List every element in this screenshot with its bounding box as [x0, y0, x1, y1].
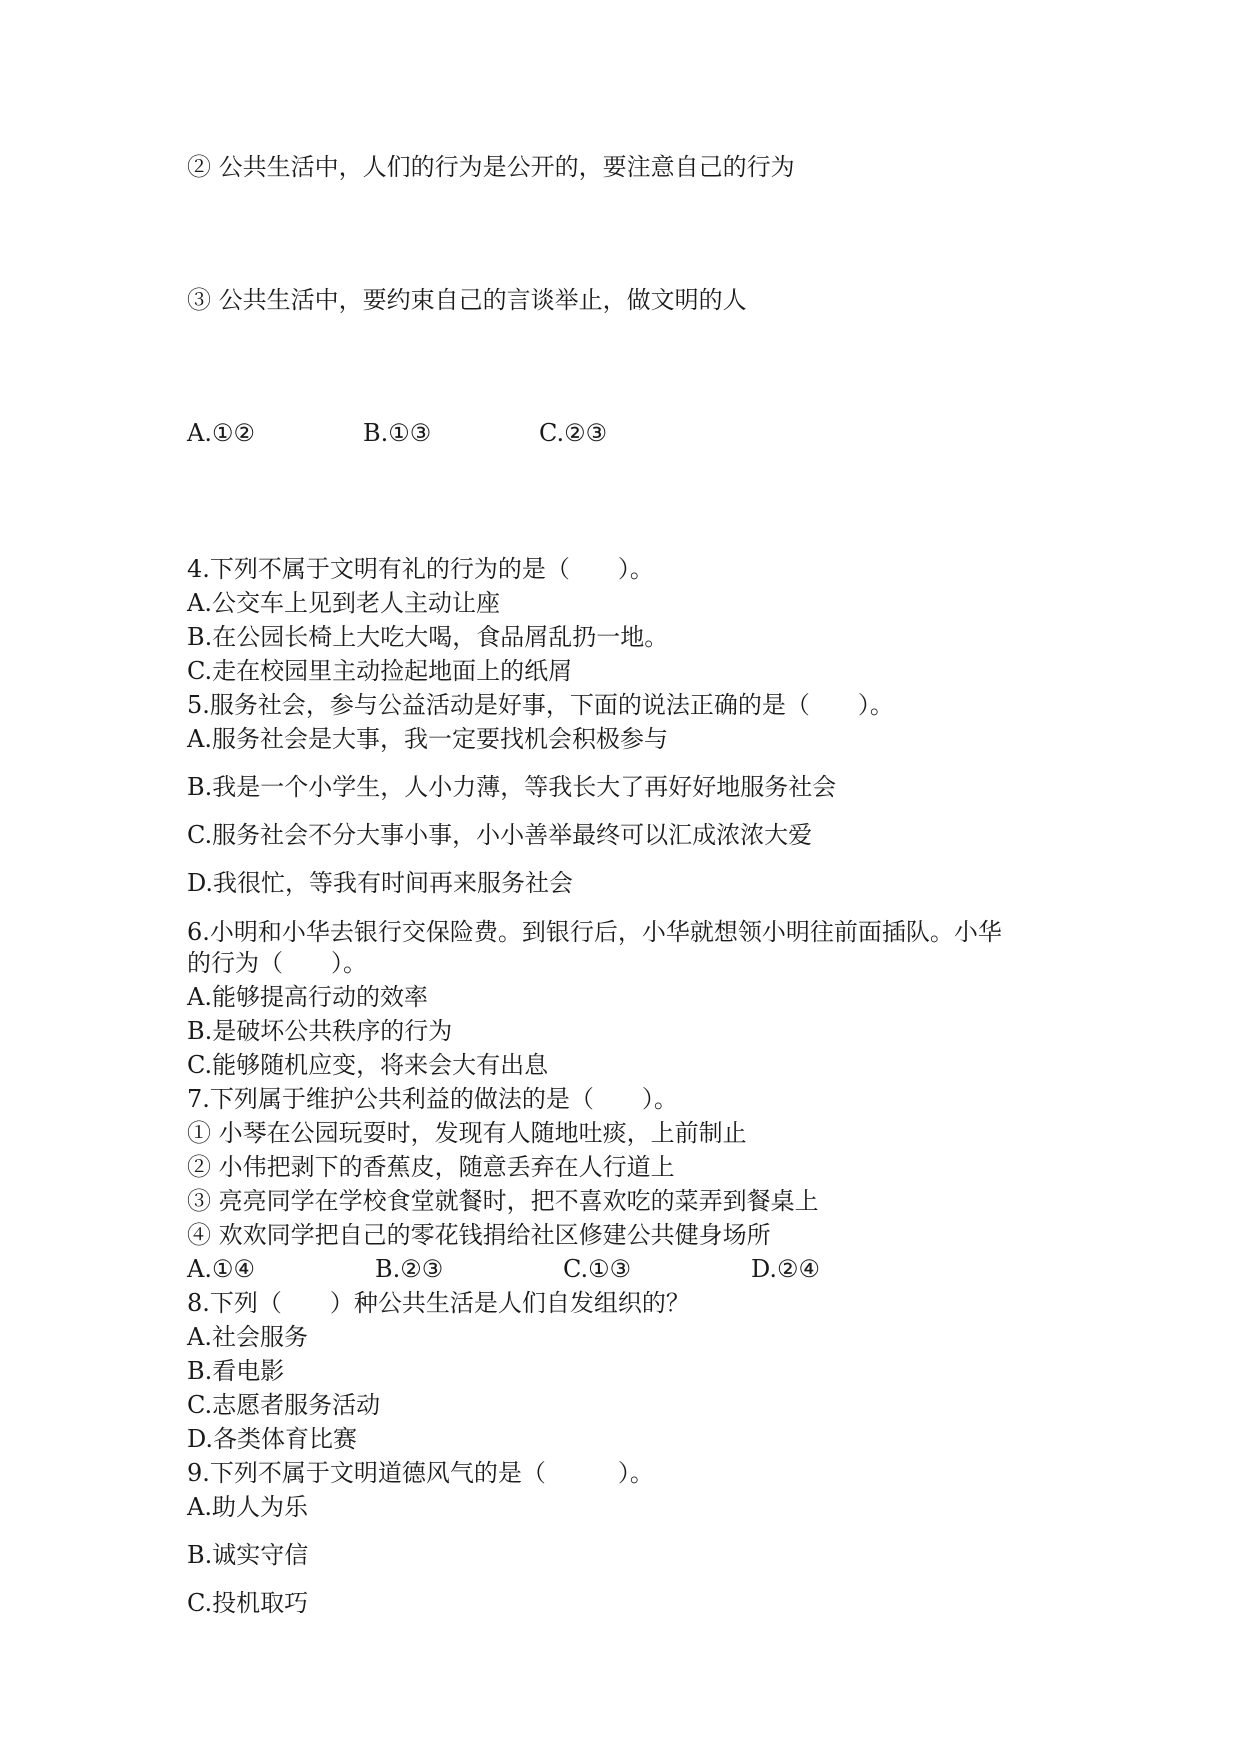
q7-statement-4: ④ 欢欢同学把自己的零花钱捐给社区修建公共健身场所 [187, 1221, 771, 1249]
q9-option-b: B.诚实守信 [187, 1541, 309, 1569]
q9-stem: 9.下列不属于文明道德风气的是（ ）。 [187, 1459, 654, 1487]
q9-option-c: C.投机取巧 [187, 1589, 309, 1617]
q6-option-c: C.能够随机应变，将来会大有出息 [187, 1051, 549, 1079]
q7-option-d: D.②④ [751, 1255, 821, 1283]
q7-option-c: C.①③ [563, 1255, 632, 1283]
q5-option-d: D.我很忙，等我有时间再来服务社会 [187, 869, 574, 897]
q6-stem-line-2: 的行为（ ）。 [187, 949, 367, 977]
q8-option-a: A.社会服务 [187, 1323, 308, 1351]
q8-option-b: B.看电影 [187, 1357, 285, 1385]
q3-option-c: C.②③ [539, 419, 608, 447]
q4-option-a: A.公交车上见到老人主动让座 [187, 589, 500, 617]
q7-statement-3: ③ 亮亮同学在学校食堂就餐时，把不喜欢吃的菜弄到餐桌上 [187, 1187, 819, 1215]
q7-stem: 7.下列属于维护公共利益的做法的是（ ）。 [187, 1085, 678, 1113]
q3-option-b: B.①③ [363, 419, 432, 447]
q7-statement-1: ① 小琴在公园玩耍时，发现有人随地吐痰，上前制止 [187, 1119, 747, 1147]
q7-statement-2: ② 小伟把剥下的香蕉皮，随意丢弃在人行道上 [187, 1153, 675, 1181]
q4-stem: 4.下列不属于文明有礼的行为的是（ ）。 [187, 555, 654, 583]
q7-option-b: B.②③ [375, 1255, 444, 1283]
q5-stem: 5.服务社会，参与公益活动是好事，下面的说法正确的是（ ）。 [187, 691, 894, 719]
q6-option-b: B.是破坏公共秩序的行为 [187, 1017, 453, 1045]
q3-statement-3: ③ 公共生活中，要约束自己的言谈举止，做文明的人 [187, 286, 747, 314]
q8-stem: 8.下列（ ）种公共生活是人们自发组织的？ [187, 1289, 690, 1317]
q8-option-c: C.志愿者服务活动 [187, 1391, 381, 1419]
q6-stem-line-1: 6.小明和小华去银行交保险费。到银行后，小华就想领小明往前面插队。小华 [187, 918, 1002, 946]
q3-statement-2: ② 公共生活中，人们的行为是公开的，要注意自己的行为 [187, 153, 795, 181]
q4-option-b: B.在公园长椅上大吃大喝，食品屑乱扔一地。 [187, 623, 669, 651]
q3-option-a: A.①② [187, 419, 255, 447]
q5-option-c: C.服务社会不分大事小事，小小善举最终可以汇成浓浓大爱 [187, 821, 813, 849]
q8-option-d: D.各类体育比赛 [187, 1425, 358, 1453]
q9-option-a: A.助人为乐 [187, 1493, 308, 1521]
q7-option-a: A.①④ [187, 1255, 255, 1283]
q5-option-a: A.服务社会是大事，我一定要找机会积极参与 [187, 725, 668, 753]
q4-option-c: C.走在校园里主动捡起地面上的纸屑 [187, 657, 573, 685]
q5-option-b: B.我是一个小学生，人小力薄，等我长大了再好好地服务社会 [187, 773, 837, 801]
q6-option-a: A.能够提高行动的效率 [187, 983, 428, 1011]
